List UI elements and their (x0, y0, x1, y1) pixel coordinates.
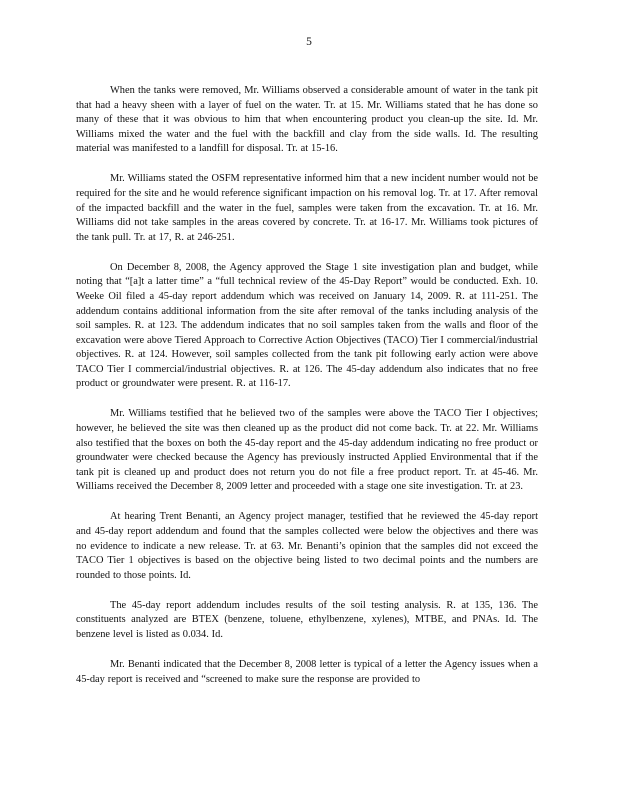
paragraph-agency-approval: On December 8, 2008, the Agency approved the Stage 1 site investigation plan and budget, while noting that “[a]t a latter time” a “full technical review of the 45-Day Report” would be conducted. Exh. 10. Weeke Oil filed a 45-day report addendum which was received on January 14, 2009. R. at 111-251. The addendum contains additional information from the site after removal of the tanks including analysis of the soil samples. R. at 123. The addendum indicates that no soil samples taken from the walls and floor of the excavation were above Tiered Approach to Corrective Action Objectives (TACO) Tier I commercial/industrial objectives. R. at 124. However, soil samples collected from the tank pit following early action were above TACO Tier I commercial/industrial objectives. R. at 126. The 45-day addendum also indicates that no free product or groundwater were present. R. at 116-17. (76, 261, 538, 390)
paragraph-benanti-testimony: At hearing Trent Benanti, an Agency project manager, testified that he reviewed the 45-day report and 45-day report addendum and found that the samples collected were below the objectives and there was no evidence to indicate a new release. Tr. at 63. Mr. Benanti’s opinion that the samples did not exceed the TACO Tier 1 objectives is based on the objective being listed to two decimal points and the numbers are rounded to those points. Id. (76, 511, 538, 581)
document-body (76, 84, 538, 703)
page-number: 5 (306, 36, 312, 48)
paragraph-williams-testimony: Mr. Williams testified that he believed two of the samples were above the TACO Tier I objectives; however, he believed the site was then cleaned up as the product did not come back. Tr. at 22. Mr. Williams also testified that the boxes on both the 45-day report and the 45-day addendum indicating no free product or groundwater were checked because the Agency has previously instructed Applied Environmental that if the tank pit is cleaned up and product does not return you do not file a free product report. Tr. at 45-46. Mr. Williams received the December 8, 2009 letter and proceeded with a stage one site investigation. Tr. at 23. (76, 408, 538, 493)
paragraph-osfm-representative: Mr. Williams stated the OSFM representative informed him that a new incident number would not be required for the site and he would reference significant impaction on his removal log. Tr. at 17. After removal of the impacted backfill and the water in the fuel, samples were taken from the excavation. Tr. at 16. Mr. Williams did not take samples in the areas covered by concrete. Tr. at 16-17. Mr. Williams took pictures of the tank pull. Tr. at 17, R. at 246-251. (76, 173, 538, 243)
paragraph-soil-testing-results: The 45-day report addendum includes results of the soil testing analysis. R. at 135, 136. The constituents analyzed are BTEX (benzene, toluene, ethylbenzene, xylenes), MTBE, and PNAs. Id. The benzene level is listed as 0.034. Id. (76, 599, 538, 640)
paragraph-tank-removal: When the tanks were removed, Mr. Williams observed a considerable amount of water in the tank pit that had a heavy sheen with a layer of fuel on the water. Tr. at 15. Mr. Williams stated that he has done so many of these that it was obvious to him that when encountering product you clean-up the site. Id. Mr. Williams mixed the water and the fuel with the backfill and clay from the side walls. Id. The resulting material was manifested to a landfill for disposal. Tr. at 15-16. (76, 85, 538, 155)
paragraph-agency-letter: Mr. Benanti indicated that the December 8, 2008 letter is typical of a letter the Agency issues when a 45-day report is received and “screened to make sure the response are provided to (76, 658, 538, 685)
